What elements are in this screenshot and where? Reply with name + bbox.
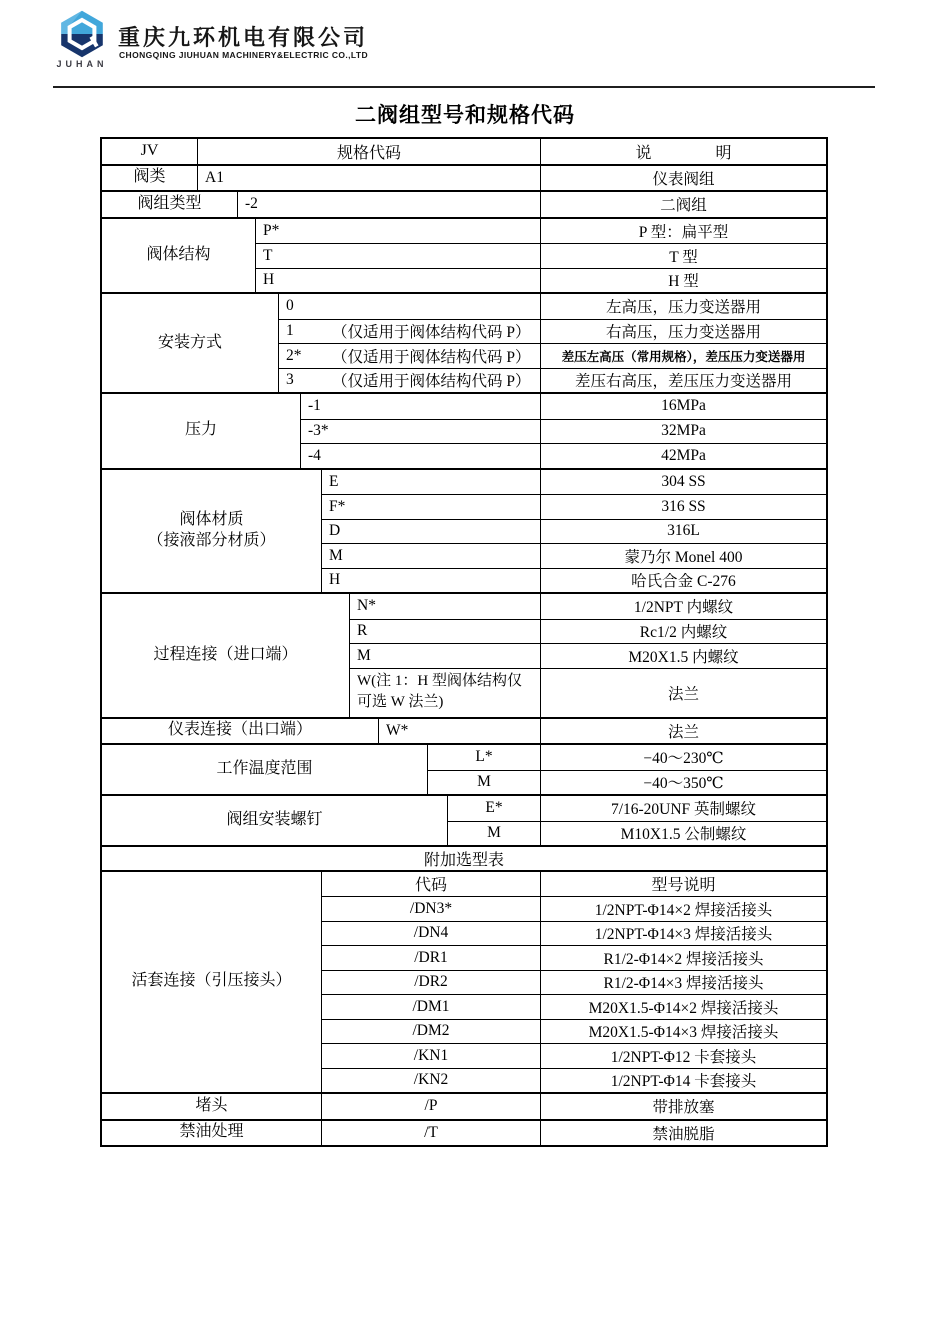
table-row <box>322 970 826 995</box>
table-row <box>350 619 826 644</box>
code-cell: N* <box>350 594 541 619</box>
desc-cell: 二阀组 <box>660 197 707 215</box>
code-cell: -1 <box>301 394 541 419</box>
table-row <box>322 994 826 1019</box>
desc-cell: M20X1.5 内螺纹 <box>628 648 739 666</box>
desc-cell: R1/2-Φ14×2 焊接活接头 <box>603 950 764 968</box>
desc-cell: −40～350℃ <box>643 775 724 793</box>
table-row <box>279 319 826 344</box>
section-label: 压力 <box>102 394 301 468</box>
desc-cell: 42MPa <box>661 446 706 464</box>
desc-cell: M20X1.5-Φ14×3 焊接活接头 <box>588 1024 779 1042</box>
section-group-type <box>102 190 826 217</box>
table-row <box>256 268 826 293</box>
desc-cell: 法兰 <box>667 723 699 741</box>
section-label-line2: （接液部分材质） <box>147 531 276 549</box>
code-cell: A1 <box>198 166 541 191</box>
desc-cell: P 型：扁平型 <box>638 223 729 241</box>
code-cell <box>279 369 541 393</box>
company-name-en: CHONGQING JIUHUAN MACHINERY&ELECTRIC CO.,LTD <box>119 50 368 60</box>
table-row <box>301 419 826 444</box>
section-body-structure <box>102 217 826 293</box>
table-row <box>428 745 826 770</box>
desc-cell: H 型 <box>668 273 699 291</box>
code-note: （仅适用于阀体结构代码 P） <box>332 324 531 342</box>
code-cell: -4 <box>301 444 541 468</box>
section-pressure <box>102 392 826 468</box>
table-row <box>322 945 826 970</box>
table-row <box>322 470 826 495</box>
code-cell: D <box>322 520 541 544</box>
table-row <box>448 821 826 846</box>
table-row <box>322 1019 826 1044</box>
table-row <box>350 643 826 668</box>
code-cell: E <box>322 470 541 495</box>
header-spec-cell: 规格代码 <box>198 139 541 164</box>
section-label: 禁油处理 <box>102 1121 322 1146</box>
table-row <box>256 219 826 244</box>
table-row <box>322 1068 826 1093</box>
page-title: 二阀组型号和规格代码 <box>355 103 575 127</box>
desc-cell: 316 SS <box>661 497 706 515</box>
table-row <box>350 594 826 619</box>
section-union-connection <box>102 870 826 1093</box>
logo-caption: JUHAN <box>56 59 108 69</box>
section-label: 阀组安装螺钉 <box>102 796 448 845</box>
code-cell <box>279 294 541 319</box>
desc-cell: 法兰 <box>667 685 699 703</box>
code-cell <box>279 344 541 368</box>
desc-cell: 316L <box>667 522 700 540</box>
section-label: 仪表连接（出口端） <box>102 719 379 744</box>
spec-code-table <box>100 137 828 1147</box>
desc-cell: 1/2NPT-Φ12 卡套接头 <box>610 1048 757 1066</box>
desc-cell: 1/2NPT-Φ14 卡套接头 <box>610 1073 757 1091</box>
desc-cell: 蒙乃尔 Monel 400 <box>624 548 743 566</box>
table-row <box>279 294 826 319</box>
table-row <box>301 394 826 419</box>
company-logo <box>54 10 110 69</box>
code-note: （仅适用于阀体结构代码 P） <box>332 348 531 366</box>
code-cell: H <box>256 269 541 293</box>
section-mounting <box>102 292 826 392</box>
section-temperature <box>102 743 826 794</box>
desc-cell: M10X1.5 公制螺纹 <box>620 826 747 844</box>
desc-cell: 仪表阀组 <box>652 170 715 188</box>
section-valve-class <box>102 164 826 191</box>
desc-cell: 304 SS <box>661 472 706 490</box>
header-desc-cell: 说 明 <box>635 144 732 162</box>
desc-cell: 1/2NPT-Φ14×2 焊接活接头 <box>594 901 773 919</box>
code-cell: /DM2 <box>322 1020 541 1044</box>
code-cell: L* <box>428 745 541 770</box>
section-plug <box>102 1092 826 1119</box>
desc-cell: 16MPa <box>661 397 706 415</box>
code-cell: /P <box>322 1094 541 1119</box>
code-cell: /T <box>322 1121 541 1146</box>
table-subheader-row <box>322 872 826 897</box>
code-value: 0 <box>286 297 294 315</box>
table-row <box>279 368 826 393</box>
table-row <box>428 770 826 795</box>
code-cell: P* <box>256 219 541 244</box>
code-cell: -3* <box>301 420 541 444</box>
desc-cell: 差压左高压（常用规格），差压压力变送器用 <box>561 349 806 364</box>
section-label: 安装方式 <box>102 294 279 392</box>
section-label-line1: 阀体材质 <box>179 510 244 528</box>
table-row <box>322 896 826 921</box>
section-oil-free <box>102 1119 826 1146</box>
code-cell: /DR2 <box>322 971 541 995</box>
code-value: 2* <box>286 346 302 364</box>
desc-cell: 哈氏合金 C-276 <box>631 573 736 591</box>
code-cell: F* <box>322 495 541 519</box>
table-row <box>322 921 826 946</box>
code-cell: /DN3* <box>322 897 541 921</box>
code-cell <box>279 320 541 344</box>
code-value: 3 <box>286 371 294 389</box>
header-jv-cell: JV <box>102 139 198 164</box>
desc-cell: 差压右高压，差压压力变送器用 <box>574 373 792 391</box>
table-row <box>322 568 826 593</box>
desc-cell: 1/2NPT-Φ14×3 焊接活接头 <box>594 926 773 944</box>
code-cell: /DN4 <box>322 922 541 946</box>
code-value: 1 <box>286 322 294 340</box>
header-divider <box>53 86 875 88</box>
table-row <box>322 543 826 568</box>
desc-cell: −40～230℃ <box>643 750 724 768</box>
section-label <box>102 470 322 593</box>
section-label: 工作温度范围 <box>102 745 428 794</box>
code-cell: /DM1 <box>322 995 541 1019</box>
desc-cell: 带排放塞 <box>652 1099 715 1117</box>
section-label: 阀体结构 <box>102 219 256 293</box>
code-cell: -2 <box>238 192 541 217</box>
code-cell: W(注 1：H 型阀体结构仅可选 W 法兰) <box>350 669 541 717</box>
desc-cell: T 型 <box>669 248 698 266</box>
code-cell: M <box>322 544 541 568</box>
extra-options-title-row: 附加选型表 <box>102 845 826 870</box>
desc-cell: 7/16-20UNF 英制螺纹 <box>610 801 757 819</box>
table-row <box>322 1043 826 1068</box>
code-header-cell: 代码 <box>322 872 541 897</box>
table-row <box>301 443 826 468</box>
section-label: 过程连接（进口端） <box>102 594 350 717</box>
section-label: 阀类 <box>102 166 198 191</box>
code-cell: /KN2 <box>322 1069 541 1093</box>
section-process-connection <box>102 592 826 717</box>
code-cell: M <box>448 822 541 846</box>
desc-cell: 左高压，压力变送器用 <box>605 299 761 317</box>
section-material <box>102 468 826 593</box>
desc-cell: R1/2-Φ14×3 焊接活接头 <box>603 975 764 993</box>
table-header-row <box>102 139 826 164</box>
table-row <box>448 796 826 821</box>
code-cell: M <box>350 644 541 668</box>
juhan-hexagon-logo-icon <box>57 10 107 58</box>
desc-cell: 右高压，压力变送器用 <box>605 324 761 342</box>
section-label: 活套连接（引压接头） <box>102 872 322 1093</box>
desc-header-cell: 型号说明 <box>651 877 716 895</box>
code-cell: M <box>428 771 541 795</box>
desc-cell: M20X1.5-Φ14×2 焊接活接头 <box>588 999 779 1017</box>
section-mounting-screw <box>102 794 826 845</box>
code-cell: E* <box>448 796 541 821</box>
section-label: 阀组类型 <box>102 192 238 217</box>
code-cell: /KN1 <box>322 1044 541 1068</box>
code-cell: H <box>322 569 541 593</box>
code-cell: /DR1 <box>322 946 541 970</box>
desc-cell: 1/2NPT 内螺纹 <box>633 599 734 617</box>
section-instrument-connection <box>102 717 826 744</box>
code-cell: W* <box>379 719 541 744</box>
table-row <box>256 243 826 268</box>
desc-cell: Rc1/2 内螺纹 <box>639 624 728 642</box>
code-cell: R <box>350 620 541 644</box>
code-note: （仅适用于阀体结构代码 P） <box>332 373 531 391</box>
section-label: 堵头 <box>102 1094 322 1119</box>
company-name-cn: 重庆九环机电有限公司 <box>118 25 369 50</box>
code-cell: T <box>256 244 541 268</box>
table-row <box>322 494 826 519</box>
desc-cell: 禁油脱脂 <box>652 1125 715 1143</box>
table-row <box>350 668 826 717</box>
table-row <box>322 519 826 544</box>
desc-cell: 32MPa <box>661 422 706 440</box>
table-row <box>279 343 826 368</box>
